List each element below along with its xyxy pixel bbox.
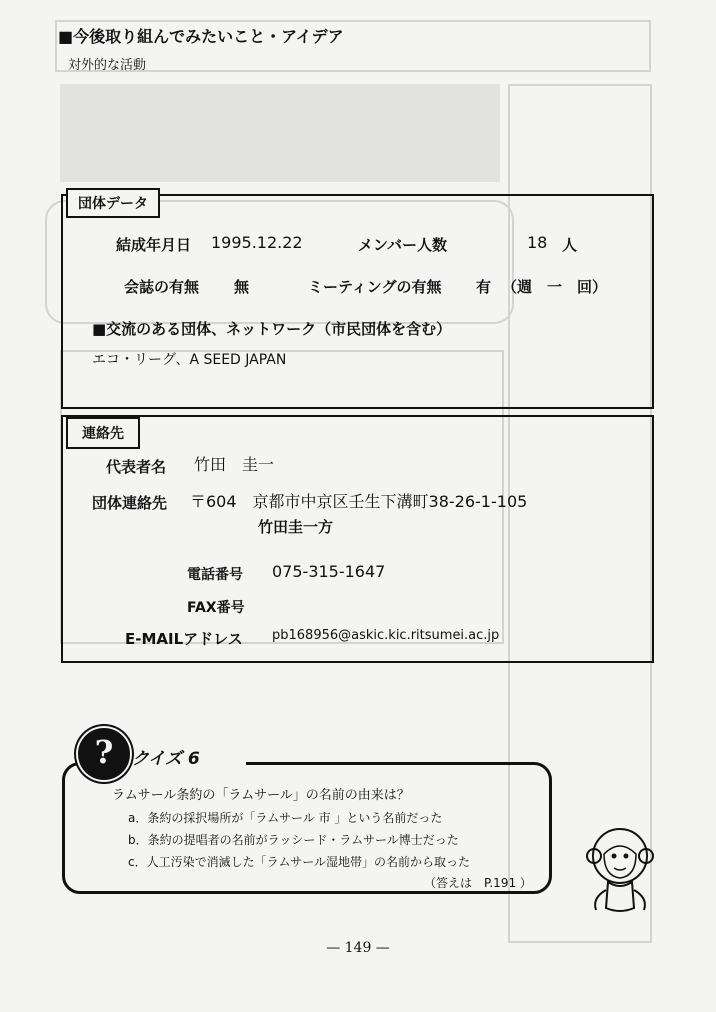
group-data-frame	[61, 194, 654, 409]
meeting-value: 有	[476, 278, 492, 296]
monkey-mascot-icon	[584, 824, 656, 920]
bulletin-label: 会誌の有無	[124, 278, 200, 296]
question-mark-glyph: ?	[94, 733, 114, 771]
phone-label: 電話番号	[187, 567, 243, 583]
page-number: — 149 —	[326, 940, 390, 956]
address-line2: 竹田圭一方	[258, 518, 334, 536]
members-value: 18	[527, 233, 548, 252]
bulletin-value: 無	[234, 278, 250, 296]
network-value: エコ・リーグ、A SEED JAPAN	[92, 352, 287, 368]
founded-value: 1995.12.22	[211, 233, 303, 252]
quiz-question: ラムサール条約の「ラムサール」の名前の由来は？	[112, 788, 410, 803]
contact-frame	[61, 415, 654, 663]
quiz-title: クイズ 6	[132, 749, 200, 769]
founded-label: 結成年月日	[116, 236, 192, 254]
ideas-heading: ■今後取り組んでみたいこと・アイデア	[58, 27, 344, 46]
contact-tab: 連絡先	[66, 417, 140, 449]
email-value: pb168956@askic.kic.ritsumei.ac.jp	[272, 628, 500, 643]
email-label: E-MAILアドレス	[125, 630, 243, 648]
ideas-subheading: 対外的な活動	[68, 58, 147, 73]
phone-value: 075-315-1647	[272, 562, 386, 581]
quiz-option-c: c．人工汚染で消滅した「ラムサール湿地帯」の名前から取った	[128, 855, 471, 869]
quiz-option-b: b．条約の提唱者の名前がラッシード・ラムサール博士だった	[128, 833, 459, 847]
representative-value: 竹田 圭一	[194, 455, 275, 474]
ghost-grey-band	[60, 84, 500, 182]
members-unit: 人	[562, 236, 578, 254]
quiz-answer-ref: （答えは P.191 ）	[424, 876, 532, 890]
meeting-label: ミーティングの有無	[308, 278, 442, 296]
fax-label: FAX番号	[187, 600, 245, 616]
meeting-frequency: （週 一 回）	[502, 278, 608, 296]
group-data-tab: 団体データ	[66, 188, 160, 218]
question-mark-icon	[78, 728, 130, 780]
members-label: メンバー人数	[358, 236, 447, 254]
quiz-option-a: a．条約の採択場所が「ラムサール 市 」という名前だった	[128, 811, 443, 825]
network-heading: ■交流のある団体、ネットワーク（市民団体を含む）	[92, 320, 452, 338]
representative-label: 代表者名	[106, 458, 167, 476]
address-label: 団体連絡先	[92, 494, 168, 512]
address-line1: 〒604 京都市中京区壬生下溝町38-26-1-105	[190, 492, 528, 511]
